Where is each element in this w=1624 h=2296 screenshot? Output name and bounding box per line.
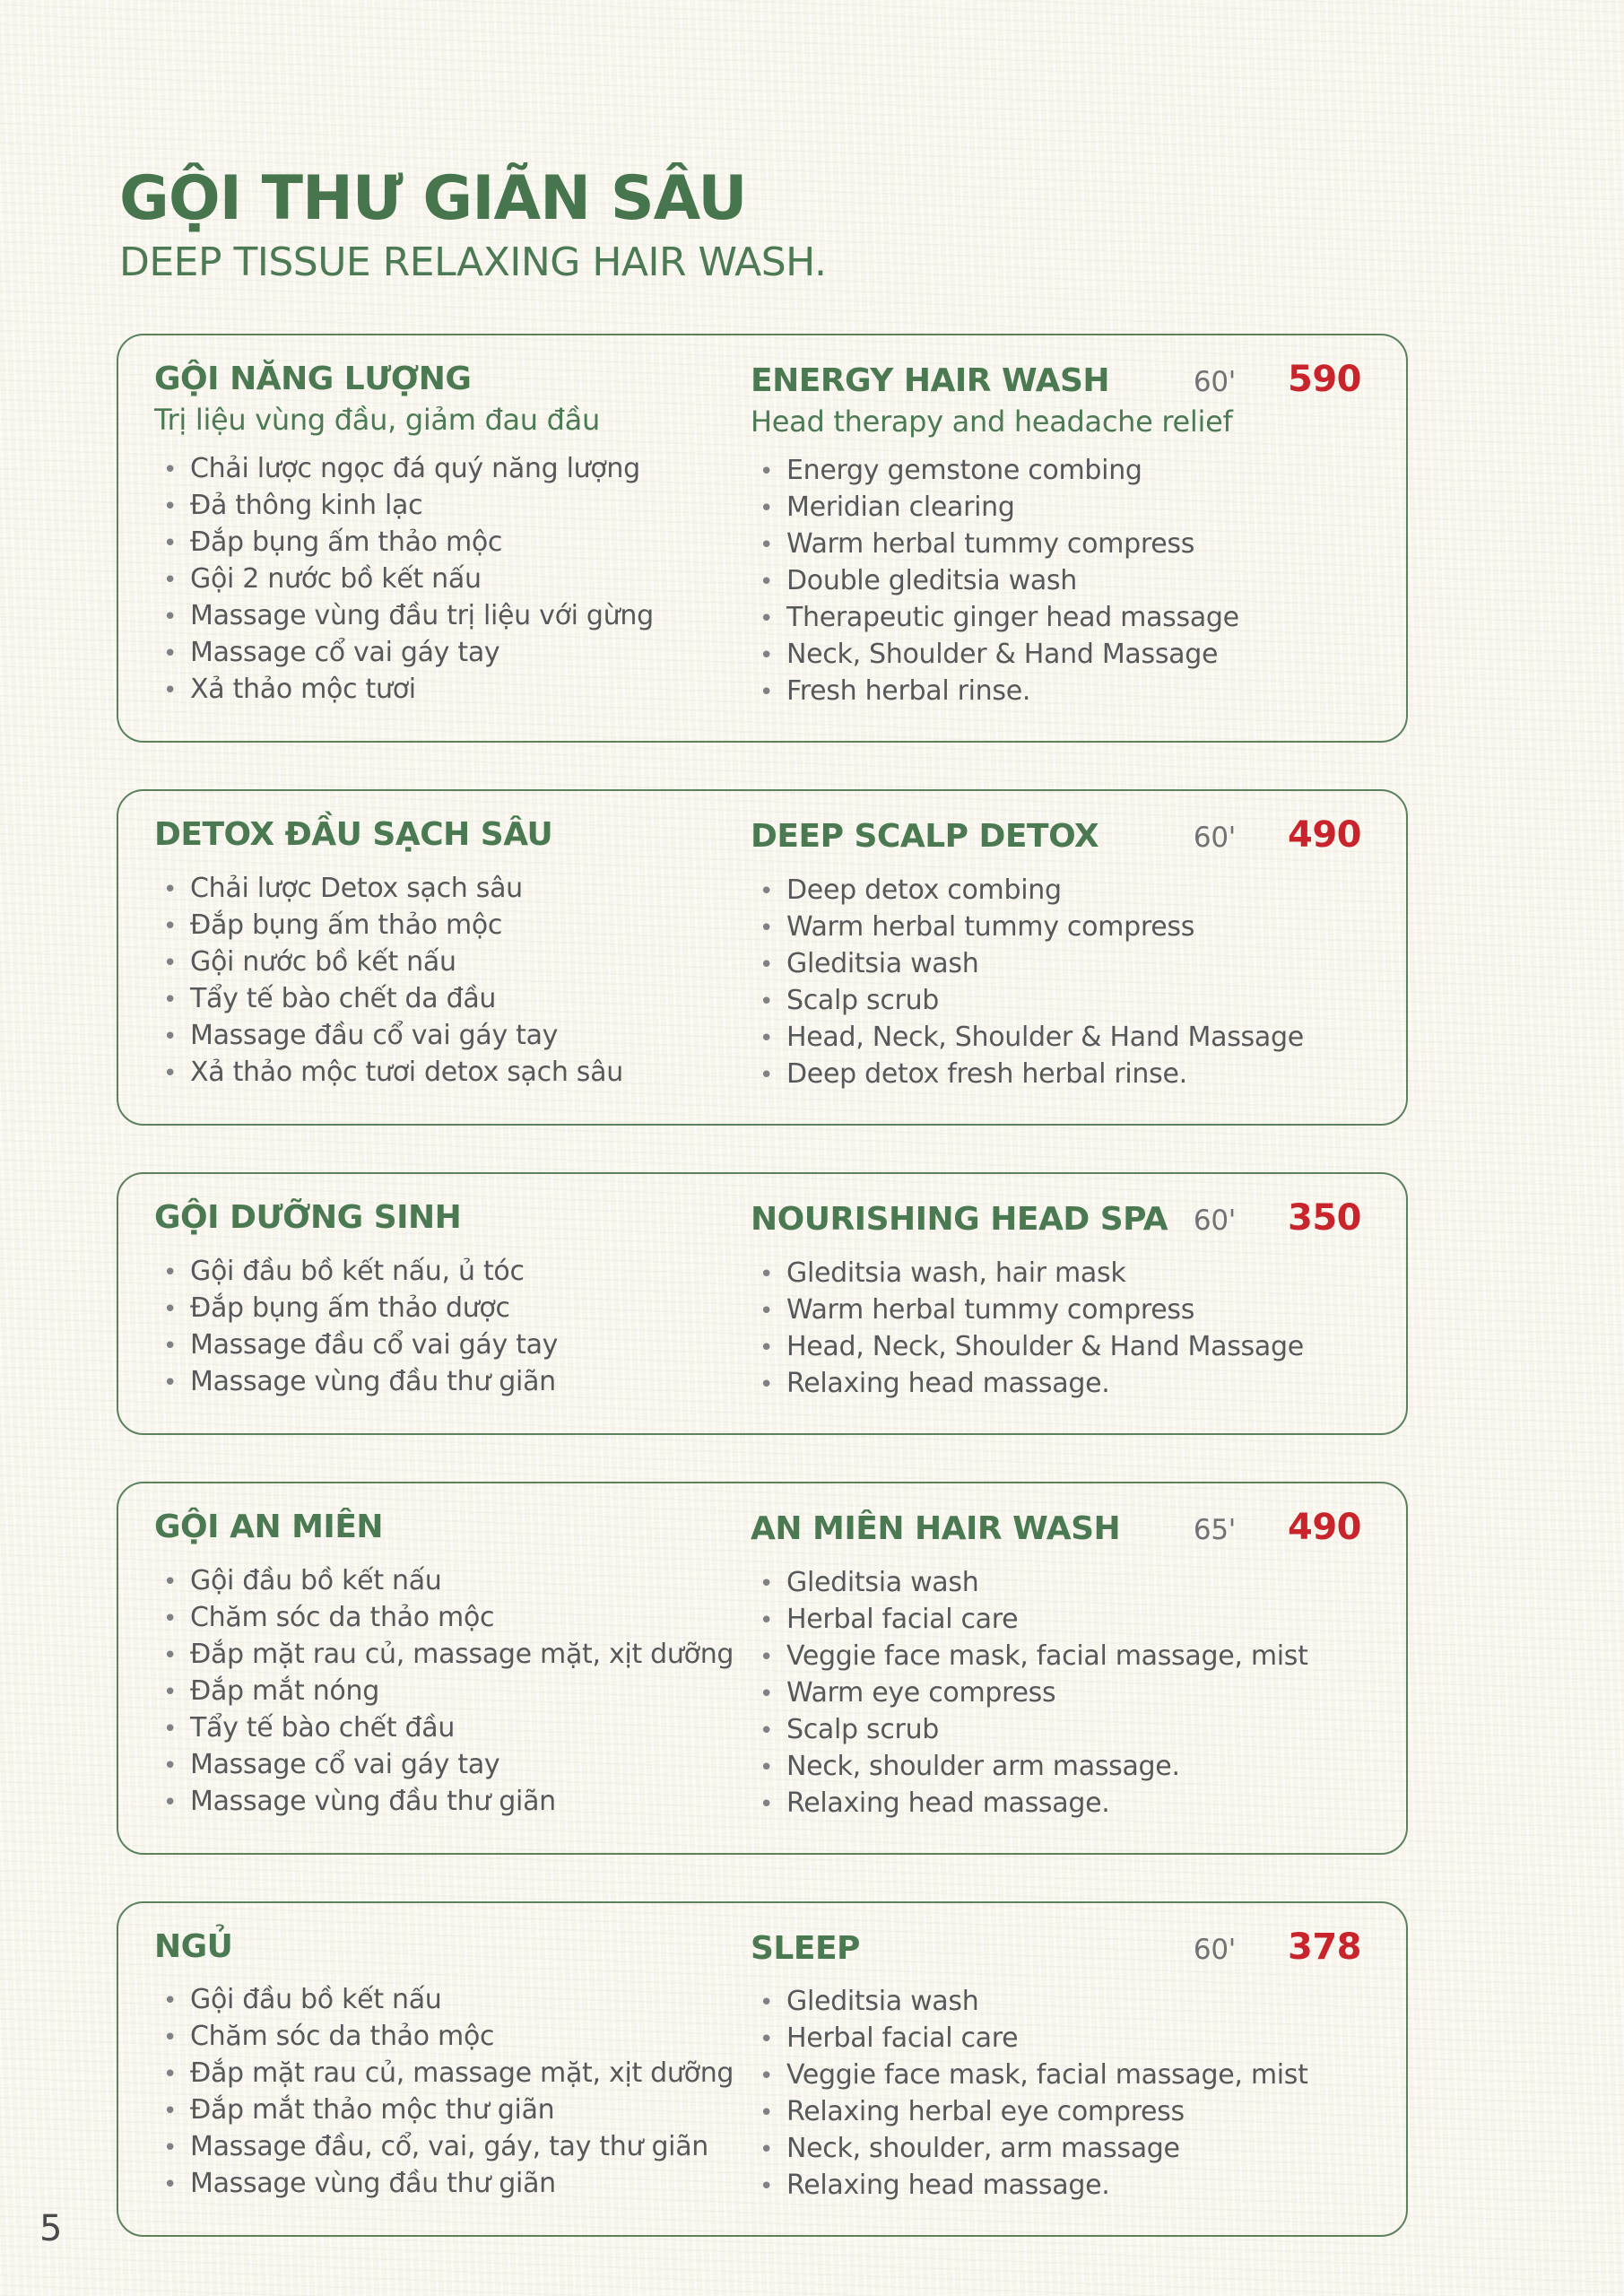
service-step xyxy=(154,981,751,1018)
service-card xyxy=(117,1172,1408,1435)
service-step xyxy=(154,1563,751,1600)
service-step xyxy=(751,2131,1361,2168)
service-step xyxy=(154,2092,751,2129)
service-step xyxy=(751,1602,1361,1639)
service-step xyxy=(751,1256,1361,1292)
service-step xyxy=(751,1057,1361,1093)
service-step xyxy=(751,983,1361,1020)
bullet-icon: • xyxy=(163,1752,178,1779)
service-column-english xyxy=(751,814,1361,1093)
service-steps-en xyxy=(751,1565,1361,1822)
service-step-text: Scalp scrub xyxy=(786,1713,940,1745)
service-step-text: Massage cổ vai gáy tay xyxy=(190,1748,500,1780)
service-step xyxy=(751,2021,1361,2057)
service-step xyxy=(154,2019,751,2056)
service-step xyxy=(751,1984,1361,2021)
service-price: 490 xyxy=(1288,1506,1361,1548)
bullet-icon: • xyxy=(163,949,178,977)
bullet-icon: • xyxy=(760,2136,774,2164)
service-steps-en xyxy=(751,1984,1361,2205)
bullet-icon: • xyxy=(760,1260,774,1288)
service-step xyxy=(751,2057,1361,2094)
service-step-text: Chăm sóc da thảo mộc xyxy=(190,2021,495,2053)
bullet-icon: • xyxy=(163,2171,178,2199)
bullet-icon: • xyxy=(760,987,774,1015)
service-step-text: Tẩy tế bào chết đầu xyxy=(190,1711,456,1744)
service-step-text: Massage cổ vai gáy tay xyxy=(190,637,500,669)
service-step xyxy=(751,873,1361,909)
service-title-en: ENERGY HAIR WASH xyxy=(751,362,1110,400)
page-header xyxy=(0,0,1624,285)
service-step xyxy=(154,1674,751,1710)
bullet-icon: • xyxy=(163,912,178,940)
service-subtitle-vi: Trị liệu vùng đầu, giảm đau đầu xyxy=(154,403,600,438)
bullet-icon: • xyxy=(760,951,774,978)
bullet-icon: • xyxy=(163,1605,178,1632)
service-step xyxy=(154,1600,751,1637)
bullet-icon: • xyxy=(163,1641,178,1669)
service-subtitle-en: Head therapy and headache relief xyxy=(751,404,1233,439)
service-step xyxy=(154,908,751,944)
service-header-en xyxy=(751,1507,1361,1551)
service-title-en: SLEEP xyxy=(751,1929,860,1967)
service-card xyxy=(117,334,1408,743)
service-step xyxy=(751,526,1361,563)
service-card xyxy=(117,1482,1408,1855)
service-step xyxy=(751,1675,1361,1712)
service-step xyxy=(751,946,1361,983)
service-step-text: Đắp mặt rau củ, massage mặt, xịt dưỡng xyxy=(190,2057,734,2090)
bullet-icon: • xyxy=(760,495,774,523)
bullet-icon: • xyxy=(163,567,178,595)
service-step xyxy=(751,453,1361,490)
service-duration: 60' xyxy=(1193,1933,1236,1966)
service-column-english xyxy=(751,1926,1361,2205)
bullet-icon: • xyxy=(163,530,178,558)
service-title-vi: GỘI DƯỠNG SINH xyxy=(154,1198,462,1236)
service-column-english xyxy=(751,1197,1361,1403)
service-step-text: Relaxing herbal eye compress xyxy=(786,2096,1185,2128)
service-price: 350 xyxy=(1288,1196,1361,1239)
service-step-text: Relaxing head massage. xyxy=(786,2170,1110,2202)
service-step-text: Warm herbal tummy compress xyxy=(786,1293,1195,1326)
service-step xyxy=(751,600,1361,637)
service-step-text: Meridian clearing xyxy=(786,491,1015,524)
bullet-icon: • xyxy=(760,1334,774,1361)
service-step xyxy=(751,2094,1361,2131)
bullet-icon: • xyxy=(163,1715,178,1743)
service-step-text: Double gleditsia wash xyxy=(786,565,1077,597)
service-step xyxy=(154,488,751,525)
bullet-icon: • xyxy=(163,1295,178,1323)
bullet-icon: • xyxy=(163,1788,178,1816)
service-column-english xyxy=(751,1507,1361,1822)
service-column-vietnamese xyxy=(154,1926,751,2205)
bullet-icon: • xyxy=(760,2173,774,2201)
service-price: 490 xyxy=(1288,814,1361,857)
bullet-icon: • xyxy=(760,1790,774,1818)
service-step-text: Relaxing head massage. xyxy=(786,1787,1110,1819)
service-step xyxy=(751,1749,1361,1786)
service-step-text: Gội 2 nước bồ kết nấu xyxy=(190,563,482,596)
service-step-text: Đắp bụng ấm thảo mộc xyxy=(190,909,503,941)
service-step-text: Chải lược ngọc đá quý năng lượng xyxy=(190,453,640,485)
service-step-text: Head, Neck, Shoulder & Hand Massage xyxy=(786,1021,1304,1053)
bullet-icon: • xyxy=(760,1643,774,1671)
bullet-icon: • xyxy=(163,640,178,668)
service-step xyxy=(154,672,751,709)
service-step xyxy=(154,944,751,981)
service-steps-vi xyxy=(154,871,751,1091)
service-title-en: AN MIÊN HAIR WASH xyxy=(751,1509,1121,1547)
service-step-text: Therapeutic ginger head massage xyxy=(786,602,1239,634)
service-step xyxy=(751,1292,1361,1329)
service-step-text: Warm herbal tummy compress xyxy=(786,910,1195,943)
service-step-text: Đắp bụng ấm thảo mộc xyxy=(190,526,503,559)
bullet-icon: • xyxy=(760,877,774,905)
service-step-text: Relaxing head massage. xyxy=(786,1367,1110,1399)
service-step xyxy=(154,2166,751,2203)
service-step-text: Herbal facial care xyxy=(786,2022,1019,2055)
bullet-icon: • xyxy=(760,458,774,486)
bullet-icon: • xyxy=(163,604,178,631)
service-step xyxy=(751,1366,1361,1403)
service-step xyxy=(154,1055,751,1091)
service-step-text: Fresh herbal rinse. xyxy=(786,675,1031,708)
service-duration: 65' xyxy=(1193,1513,1236,1546)
service-step xyxy=(154,871,751,908)
service-step-text: Neck, shoulder arm massage. xyxy=(786,1750,1180,1782)
bullet-icon: • xyxy=(163,1022,178,1050)
service-header-en xyxy=(751,359,1361,403)
service-step-text: Warm herbal tummy compress xyxy=(786,528,1195,561)
bullet-icon: • xyxy=(163,677,178,705)
bullet-icon: • xyxy=(163,1987,178,2015)
service-step-text: Massage vùng đầu trị liệu với gừng xyxy=(190,600,654,632)
service-step-text: Scalp scrub xyxy=(786,984,940,1016)
service-step xyxy=(154,561,751,598)
service-step-text: Massage vùng đầu thư giãn xyxy=(190,1365,556,1397)
service-step xyxy=(154,1747,751,1784)
page-subtitle: DEEP TISSUE RELAXING HAIR WASH. xyxy=(119,239,827,286)
bullet-icon: • xyxy=(760,2026,774,2054)
bullet-icon: • xyxy=(163,1332,178,1360)
service-step xyxy=(751,1786,1361,1822)
service-step xyxy=(751,1329,1361,1366)
service-step-text: Gội đầu bồ kết nấu xyxy=(190,1984,442,2016)
service-step xyxy=(154,1710,751,1747)
bullet-icon: • xyxy=(163,1678,178,1706)
bullet-icon: • xyxy=(163,1369,178,1396)
bullet-icon: • xyxy=(760,1680,774,1708)
bullet-icon: • xyxy=(163,2135,178,2162)
service-step-text: Xả thảo mộc tươi xyxy=(190,674,416,706)
service-step-text: Gội nước bồ kết nấu xyxy=(190,945,456,978)
service-title-en: NOURISHING HEAD SPA xyxy=(751,1200,1168,1238)
service-step xyxy=(154,2056,751,2092)
service-step-text: Xả thảo mộc tươi detox sạch sâu xyxy=(190,1056,623,1088)
service-step-text: Đả thông kinh lạc xyxy=(190,490,423,522)
service-title-vi: GỘI AN MIÊN xyxy=(154,1508,384,1545)
bullet-icon: • xyxy=(760,532,774,560)
service-step xyxy=(154,1982,751,2019)
service-duration: 60' xyxy=(1193,366,1236,399)
service-step xyxy=(154,1291,751,1327)
service-step xyxy=(154,1784,751,1821)
service-step-text: Gleditsia wash, hair mask xyxy=(786,1257,1126,1289)
bullet-icon: • xyxy=(163,1568,178,1596)
bullet-icon: • xyxy=(760,1370,774,1398)
service-step xyxy=(154,1637,751,1674)
service-step xyxy=(154,451,751,488)
bullet-icon: • xyxy=(163,986,178,1013)
service-steps-en xyxy=(751,1256,1361,1403)
service-step-text: Massage đầu, cổ, vai, gáy, tay thư giãn xyxy=(190,2131,709,2163)
service-step-text: Herbal facial care xyxy=(786,1603,1019,1635)
service-price: 590 xyxy=(1288,359,1361,401)
bullet-icon: • xyxy=(760,605,774,633)
service-step xyxy=(154,1364,751,1401)
service-steps-en xyxy=(751,873,1361,1093)
bullet-icon: • xyxy=(760,1989,774,2017)
service-step-text: Neck, shoulder, arm massage xyxy=(786,2133,1180,2165)
bullet-icon: • xyxy=(163,2061,178,2089)
service-step-text: Đắp mắt nóng xyxy=(190,1674,379,1707)
service-step-text: Gội đầu bồ kết nấu, ủ tóc xyxy=(190,1255,525,1287)
service-step xyxy=(154,2129,751,2166)
bullet-icon: • xyxy=(760,1753,774,1781)
service-column-english xyxy=(751,359,1361,710)
service-step-text: Đắp mặt rau củ, massage mặt, xịt dưỡng xyxy=(190,1638,734,1670)
service-column-vietnamese xyxy=(154,359,751,710)
service-header-en xyxy=(751,1197,1361,1241)
bullet-icon: • xyxy=(760,1024,774,1052)
service-step xyxy=(154,525,751,561)
service-step xyxy=(154,1327,751,1364)
service-steps-vi xyxy=(154,1563,751,1821)
bullet-icon: • xyxy=(760,569,774,596)
service-steps-vi xyxy=(154,451,751,709)
service-title-vi: DETOX ĐẦU SẠCH SÂU xyxy=(154,816,553,854)
service-step-text: Massage vùng đầu thư giãn xyxy=(190,2168,556,2200)
service-price: 378 xyxy=(1288,1926,1361,1968)
bullet-icon: • xyxy=(760,642,774,670)
service-duration: 60' xyxy=(1193,1204,1236,1237)
service-step xyxy=(751,909,1361,946)
service-duration: 60' xyxy=(1193,822,1236,855)
service-step-text: Warm eye compress xyxy=(786,1676,1056,1709)
service-step xyxy=(154,635,751,672)
service-steps-vi xyxy=(154,1254,751,1401)
service-title-vi: NGỦ xyxy=(154,1927,233,1965)
bullet-icon: • xyxy=(163,2024,178,2052)
service-step xyxy=(751,1639,1361,1675)
service-step-text: Deep detox combing xyxy=(786,874,1062,906)
service-step-text: Gleditsia wash xyxy=(786,1986,979,2018)
bullet-icon: • xyxy=(163,875,178,903)
service-steps-en xyxy=(751,453,1361,710)
bullet-icon: • xyxy=(760,1297,774,1325)
service-step xyxy=(751,674,1361,710)
bullet-icon: • xyxy=(760,1061,774,1089)
bullet-icon: • xyxy=(760,1570,774,1597)
service-step xyxy=(751,637,1361,674)
bullet-icon: • xyxy=(760,1717,774,1744)
bullet-icon: • xyxy=(163,1059,178,1087)
service-title-vi: GỘI NĂNG LƯỢNG xyxy=(154,361,472,398)
service-header-en xyxy=(751,814,1361,858)
service-card xyxy=(117,789,1408,1126)
bullet-icon: • xyxy=(163,1258,178,1286)
service-column-vietnamese xyxy=(154,1507,751,1822)
service-column-vietnamese xyxy=(154,1197,751,1403)
service-step-text: Energy gemstone combing xyxy=(786,455,1142,487)
service-step xyxy=(154,1254,751,1291)
service-step xyxy=(751,1020,1361,1057)
service-step-text: Gội đầu bồ kết nấu xyxy=(190,1564,442,1596)
service-step-text: Đắp bụng ấm thảo dược xyxy=(190,1292,510,1324)
page-number: 5 xyxy=(39,2208,63,2249)
service-step-text: Veggie face mask, facial massage, mist xyxy=(786,2059,1308,2092)
bullet-icon: • xyxy=(760,914,774,942)
bullet-icon: • xyxy=(760,1606,774,1634)
service-step-text: Chăm sóc da thảo mộc xyxy=(190,1601,495,1633)
service-step xyxy=(751,490,1361,526)
service-steps-vi xyxy=(154,1982,751,2203)
service-title-en: DEEP SCALP DETOX xyxy=(751,818,1099,856)
service-card xyxy=(117,1901,1408,2238)
service-step-text: Gleditsia wash xyxy=(786,1566,979,1598)
service-step-text: Đắp mắt thảo mộc thư giãn xyxy=(190,2094,555,2126)
service-step xyxy=(751,2168,1361,2205)
service-header-en xyxy=(751,1926,1361,1970)
service-step-text: Veggie face mask, facial massage, mist xyxy=(786,1639,1308,1672)
service-step xyxy=(751,563,1361,600)
service-step-text: Deep detox fresh herbal rinse. xyxy=(786,1057,1187,1090)
service-step xyxy=(154,1018,751,1055)
service-step-text: Tẩy tế bào chết da đầu xyxy=(190,982,497,1014)
service-step-text: Massage vùng đầu thư giãn xyxy=(190,1785,556,1817)
bullet-icon: • xyxy=(163,493,178,521)
service-step-text: Neck, Shoulder & Hand Massage xyxy=(786,639,1219,671)
service-step-text: Massage đầu cổ vai gáy tay xyxy=(190,1019,559,1051)
service-step-text: Chải lược Detox sạch sâu xyxy=(190,872,523,904)
service-step-text: Head, Neck, Shoulder & Hand Massage xyxy=(786,1330,1304,1362)
bullet-icon: • xyxy=(163,457,178,484)
service-step xyxy=(751,1712,1361,1749)
bullet-icon: • xyxy=(163,2098,178,2126)
bullet-icon: • xyxy=(760,679,774,707)
service-step xyxy=(154,598,751,635)
page-title: GỘI THƯ GIÃN SÂU xyxy=(119,163,747,234)
service-step-text: Gleditsia wash xyxy=(786,947,979,979)
service-step-text: Massage đầu cổ vai gáy tay xyxy=(190,1328,559,1361)
service-column-vietnamese xyxy=(154,814,751,1093)
service-step xyxy=(751,1565,1361,1602)
bullet-icon: • xyxy=(760,2100,774,2127)
service-card-list xyxy=(117,334,1408,2237)
bullet-icon: • xyxy=(760,2063,774,2091)
